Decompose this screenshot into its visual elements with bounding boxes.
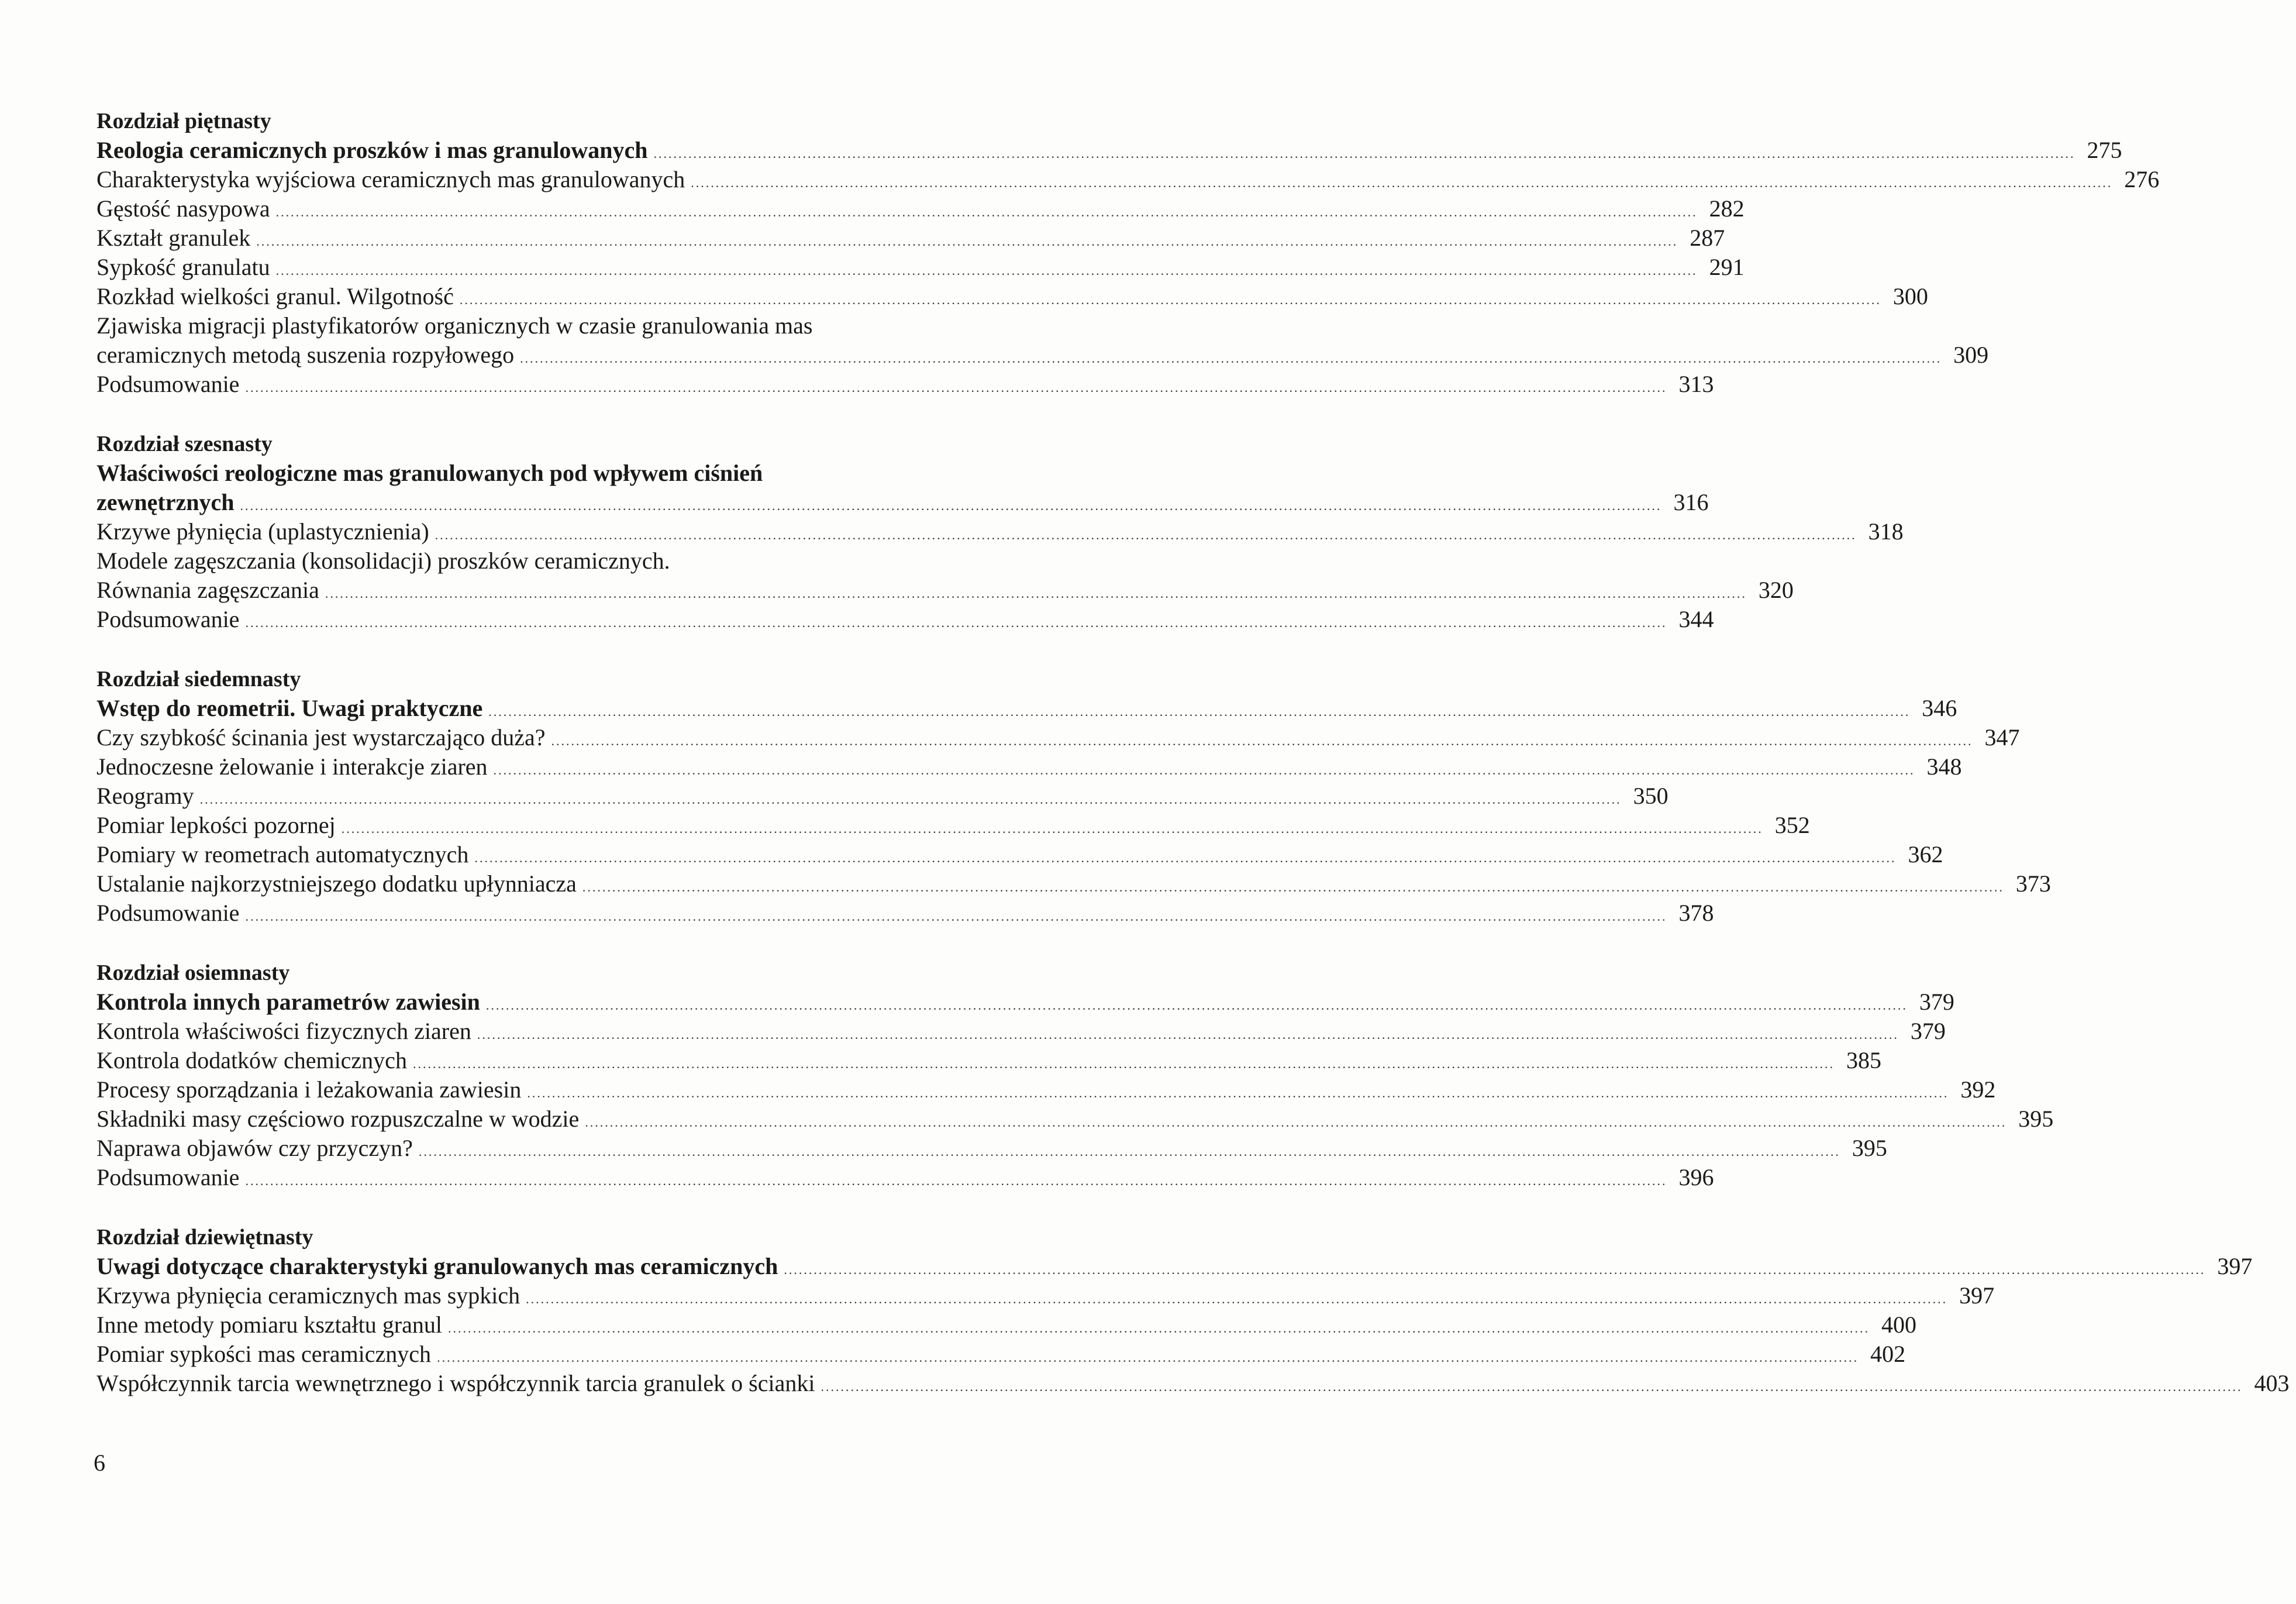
entry-title: Ustalanie najkorzystniejszego dodatku upłynniacza <box>96 870 577 897</box>
page-number: 385 <box>1846 1047 1881 1073</box>
toc-entry[interactable] <box>96 1281 1995 1310</box>
page-number: 373 <box>2015 870 2051 897</box>
toc-entry-wrap[interactable] <box>96 311 991 340</box>
page-number: 320 <box>1758 577 1794 603</box>
chapter-title-line-wrap[interactable] <box>96 459 991 488</box>
toc-entry[interactable] <box>96 605 1714 634</box>
toc-entry[interactable] <box>96 1075 1996 1104</box>
page-number: 344 <box>1678 606 1714 632</box>
table-of-contents <box>96 106 2290 1429</box>
chapter-label: Rozdział siedemnasty <box>96 667 301 691</box>
dot-leader <box>582 873 2004 902</box>
dot-leader <box>276 198 1698 227</box>
dot-leader <box>654 139 2076 168</box>
dot-leader <box>325 579 1747 608</box>
page-number: 346 <box>1922 695 1957 721</box>
chapter-title-line[interactable] <box>96 1252 2253 1281</box>
dot-leader <box>486 991 1908 1020</box>
entry-title: Gęstość nasypowa <box>96 195 270 222</box>
toc-entry[interactable] <box>96 340 1989 370</box>
entry-title: Krzywa płynięcia ceramicznych mas sypkich <box>96 1282 520 1309</box>
toc-entry[interactable] <box>96 1017 1946 1046</box>
page-number: 378 <box>1678 900 1714 926</box>
page-number: 287 <box>1690 225 1725 251</box>
toc-entry[interactable] <box>96 517 1904 546</box>
entry-title: ceramicznych metodą suszenia rozpyłowego <box>96 342 515 368</box>
dot-leader <box>245 608 1667 638</box>
dot-leader <box>200 785 1622 814</box>
entry-title: Pomiar lepkości pozornej <box>96 812 336 838</box>
entry-title: Pomiar sypkości mas ceramicznych <box>96 1341 432 1367</box>
entry-title: Sypkość granulatu <box>96 254 270 280</box>
toc-entry[interactable] <box>96 253 1745 282</box>
page-number: 402 <box>1870 1341 1906 1367</box>
entry-title: Procesy sporządzania i leżakowania zawiesin <box>96 1076 522 1103</box>
toc-entry[interactable] <box>96 1369 2290 1398</box>
dot-leader <box>551 727 1973 756</box>
toc-entry[interactable] <box>96 194 1745 223</box>
chapter-title: Reologia ceramicznych proszków i mas granulowanych <box>96 137 648 163</box>
chapter-title: Wstęp do reometrii. Uwagi praktyczne <box>96 695 483 721</box>
entry-title: Modele zagęszczania (konsolidacji) proszków ceramicznych. <box>96 548 670 574</box>
entry-title: Czy szybkość ścinania jest wystarczająco duża? <box>96 724 546 751</box>
chapter-title-line[interactable] <box>96 987 1954 1017</box>
entry-title: Jednoczesne żelowanie i interakcje ziaren <box>96 753 488 780</box>
page-number: 309 <box>1953 342 1989 368</box>
dot-leader <box>256 227 1678 256</box>
toc-entry[interactable] <box>96 811 1810 840</box>
chapter-title: zewnętrznych <box>96 489 235 515</box>
entry-title: Krzywe płynięcia (uplastycznienia) <box>96 518 429 545</box>
page-number: 395 <box>2018 1106 2054 1132</box>
chapter-label: Rozdział szesnasty <box>96 432 273 456</box>
entry-title: Kontrola właściwości fizycznych ziaren <box>96 1018 471 1044</box>
dot-leader <box>245 373 1667 402</box>
chapter-15 <box>96 106 2160 399</box>
dot-leader <box>494 756 1915 785</box>
entry-title: Podsumowanie <box>96 900 240 926</box>
page-number: 275 <box>2087 137 2122 163</box>
page-number: 400 <box>1881 1312 1916 1338</box>
page-number: 350 <box>1633 783 1668 809</box>
entry-title: Zjawiska migracji plastyfikatorów organicznych w czasie granulowania mas <box>96 312 813 339</box>
toc-entry[interactable] <box>96 840 1943 869</box>
dot-leader <box>437 1343 1859 1372</box>
chapter-title: Właściwości reologiczne mas granulowanych pod wpływem ciśnień <box>96 460 763 486</box>
chapter-title: Kontrola innych parametrów zawiesin <box>96 989 480 1015</box>
toc-entry[interactable] <box>96 1046 1881 1075</box>
dot-leader <box>488 697 1910 727</box>
entry-title: Charakterystyka wyjściowa ceramicznych mas granulowanych <box>96 166 685 192</box>
toc-entry[interactable] <box>96 752 1962 782</box>
page-number: 282 <box>1709 195 1745 222</box>
page-number: 362 <box>1908 841 1943 868</box>
toc-entry[interactable] <box>96 165 2160 194</box>
page-number: 395 <box>1852 1135 1887 1161</box>
dot-leader <box>413 1049 1835 1079</box>
page-number: 347 <box>1984 724 2020 751</box>
toc-entry[interactable] <box>96 370 1714 399</box>
page-number: 352 <box>1774 812 1810 838</box>
dot-leader <box>691 168 2112 198</box>
dot-leader <box>245 1166 1667 1196</box>
dot-leader <box>520 344 1942 373</box>
page-number: 379 <box>1919 989 1954 1015</box>
dot-leader <box>342 814 1763 844</box>
page-number: 396 <box>1678 1164 1714 1190</box>
chapter-title-line[interactable] <box>96 136 2122 165</box>
page-number: 392 <box>1960 1076 1996 1103</box>
dot-leader <box>477 1020 1899 1049</box>
chapter-16 <box>96 429 1904 634</box>
dot-leader <box>784 1255 2205 1285</box>
toc-entry[interactable] <box>96 282 1928 311</box>
entry-title: Inne metody pomiaru kształtu granul <box>96 1312 442 1338</box>
toc-entry-wrap[interactable] <box>96 546 991 576</box>
page-number: 348 <box>1926 753 1962 780</box>
dot-leader <box>821 1372 2242 1402</box>
chapter-title-line[interactable] <box>96 488 1709 517</box>
dot-leader <box>526 1285 1947 1314</box>
toc-entry[interactable] <box>96 1310 1916 1340</box>
dot-leader <box>435 521 1857 550</box>
page-number: 316 <box>1673 489 1709 515</box>
page-folio: 6 <box>94 1450 105 1476</box>
page-number: 397 <box>2217 1253 2253 1279</box>
chapter-label: Rozdział piętnasty <box>96 109 271 133</box>
toc-entry[interactable] <box>96 576 1794 605</box>
page-number: 397 <box>1959 1282 1995 1309</box>
page-number: 300 <box>1892 283 1928 309</box>
toc-entry[interactable] <box>96 782 1668 811</box>
dot-leader <box>419 1137 1840 1166</box>
entry-title: Podsumowanie <box>96 606 240 632</box>
entry-title: Równania zagęszczania <box>96 577 319 603</box>
page-number: 403 <box>2254 1370 2290 1396</box>
entry-title: Pomiary w reometrach automatycznych <box>96 841 469 868</box>
toc-entry[interactable] <box>96 1134 1887 1163</box>
page-number: 379 <box>1910 1018 1946 1044</box>
entry-title: Współczynnik tarcia wewnętrznego i współczynnik tarcia granulek o ścianki <box>96 1370 815 1396</box>
dot-leader <box>240 491 1661 521</box>
toc-entry[interactable] <box>96 1340 1906 1369</box>
chapter-title: Uwagi dotyczące charakterystyki granulowanych mas ceramicznych <box>96 1253 778 1279</box>
dot-leader <box>527 1079 1949 1108</box>
chapter-title-line[interactable] <box>96 694 1957 723</box>
entry-title: Kontrola dodatków chemicznych <box>96 1047 407 1073</box>
toc-entry[interactable] <box>96 723 2020 752</box>
toc-entry[interactable] <box>96 1163 1714 1192</box>
page-number: 291 <box>1709 254 1745 280</box>
entry-title: Rozkład wielkości granul. Wilgotność <box>96 283 454 309</box>
page-number: 313 <box>1678 371 1714 397</box>
chapter-label: Rozdział dziewiętnasty <box>96 1225 313 1250</box>
chapter-19 <box>96 1223 2290 1398</box>
dot-leader <box>474 844 1896 873</box>
entry-title: Składniki masy częściowo rozpuszczalne w wodzie <box>96 1106 580 1132</box>
entry-title: Reogramy <box>96 783 194 809</box>
entry-title: Naprawa objawów czy przyczyn? <box>96 1135 413 1161</box>
chapter-17 <box>96 665 2051 928</box>
toc-entry[interactable] <box>96 899 1714 928</box>
toc-entry[interactable] <box>96 1104 2054 1134</box>
chapter-label: Rozdział osiemnasty <box>96 961 290 985</box>
dot-leader <box>276 256 1698 285</box>
page-number: 318 <box>1868 518 1904 545</box>
toc-entry[interactable] <box>96 223 1725 253</box>
dot-leader <box>585 1108 2007 1137</box>
chapter-18 <box>96 958 2054 1192</box>
dot-leader <box>460 285 1881 315</box>
page-number: 276 <box>2124 166 2160 192</box>
toc-entry[interactable] <box>96 869 2051 899</box>
dot-leader <box>245 902 1667 931</box>
entry-title: Podsumowanie <box>96 1164 240 1190</box>
entry-title: Kształt granulek <box>96 225 251 251</box>
dot-leader <box>448 1314 1870 1343</box>
entry-title: Podsumowanie <box>96 371 240 397</box>
